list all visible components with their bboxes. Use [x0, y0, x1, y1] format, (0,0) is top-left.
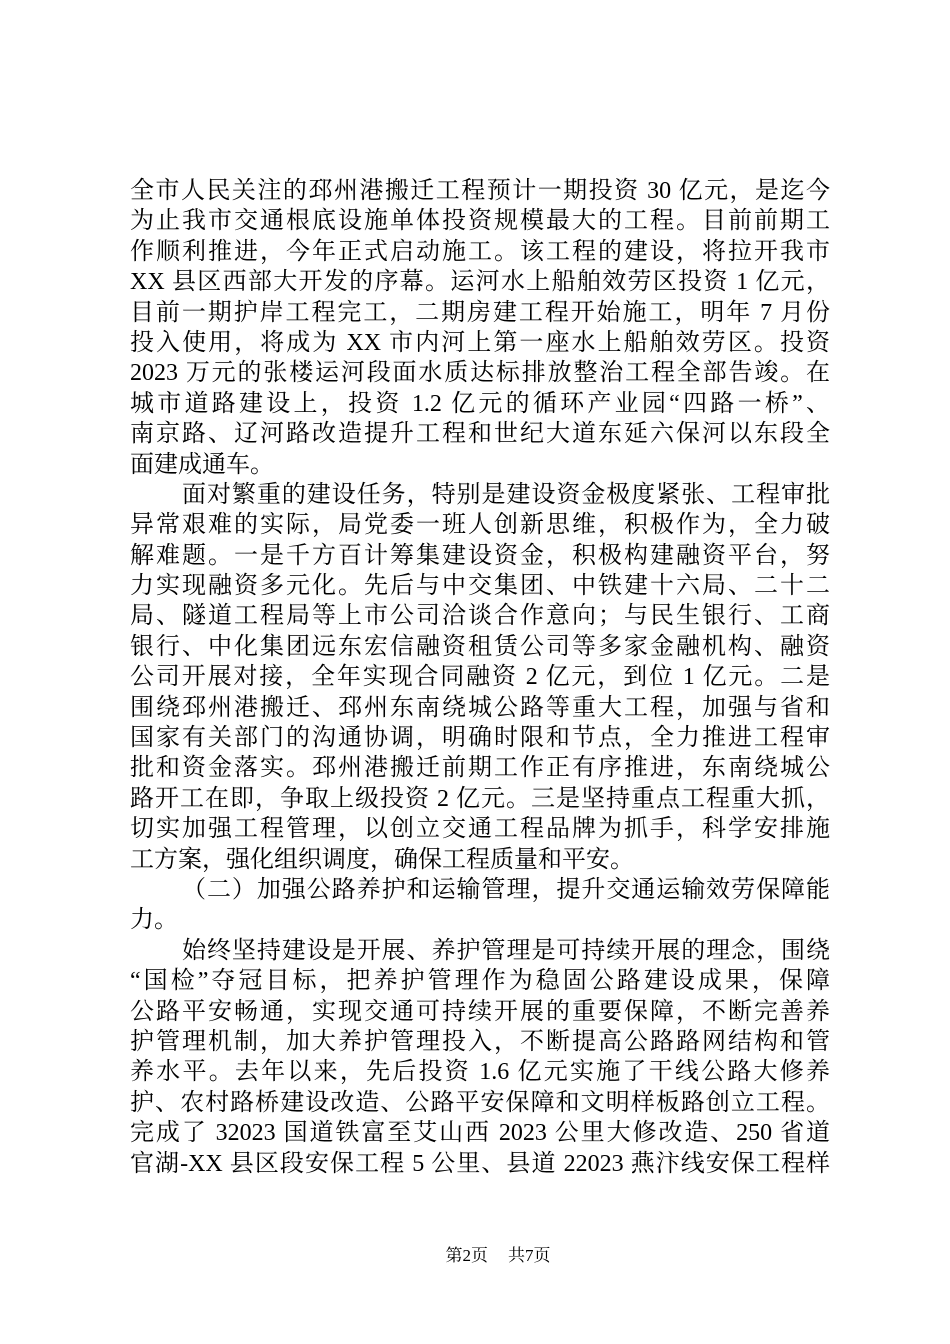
- document-line: 公司开展对接，全年实现合同融资 2 亿元，到位 1 亿元。二是: [130, 664, 830, 691]
- document-line: 围绕邳州港搬迁、邳州东南绕城公路等重大工程，加强与省和: [130, 694, 830, 721]
- document-line: 面对繁重的建设任务，特别是建设资金极度紧张、工程审批: [182, 481, 830, 508]
- document-line: 为止我市交通根底设施单体投资规模最大的工程。目前前期工: [130, 208, 830, 235]
- document-line: 批和资金落实。邳州港搬迁前期工作正有序推进，东南绕城公: [130, 755, 830, 782]
- document-line: 护、农村路桥建设改造、公路平安保障和文明样板路创立工程。: [130, 1089, 830, 1116]
- document-line: 力。: [130, 907, 178, 934]
- document-line: 作顺利推进，今年正式启动施工。该工程的建设，将拉开我市: [130, 238, 830, 265]
- document-line: 护管理机制，加大养护管理投入，不断提高公路路网结构和管: [130, 1028, 830, 1055]
- document-line: “国检”夺冠目标，把养护管理作为稳固公路建设成果，保障: [130, 968, 830, 995]
- document-line: 路开工在即，争取上级投资 2 亿元。三是坚持重点工程重大抓，: [130, 785, 830, 812]
- document-line: 面建成通车。: [130, 451, 274, 478]
- document-line: 南京路、辽河路改造提升工程和世纪大道东延六保河以东段全: [130, 421, 830, 448]
- page-footer: [148, 1246, 848, 1266]
- document-line: （二）加强公路养护和运输管理，提升交通运输效劳保障能: [182, 876, 830, 903]
- page-number: 第2页: [445, 1246, 488, 1265]
- document-line: 解难题。一是千方百计筹集建设资金，积极构建融资平台，努: [130, 542, 830, 569]
- document-line: 官湖-XX 县区段安保工程 5 公里、县道 22023 燕汴线安保工程样: [130, 1150, 830, 1177]
- document-line: 始终坚持建设是开展、养护管理是可持续开展的理念，围绕: [182, 937, 830, 964]
- document-line: 切实加强工程管理，以创立交通工程品牌为抓手，科学安排施: [130, 816, 830, 843]
- document-line: 目前一期护岸工程完工，二期房建工程开始施工，明年 7 月份: [130, 299, 830, 326]
- document-line: 力实现融资多元化。先后与中交集团、中铁建十六局、二十二: [130, 573, 830, 600]
- document-line: 银行、中化集团远东宏信融资租赁公司等多家金融机构、融资: [130, 633, 830, 660]
- document-line: 工方案，强化组织调度，确保工程质量和平安。: [130, 846, 634, 873]
- document-line: 城市道路建设上，投资 1.2 亿元的循环产业园“四路一桥”、: [130, 390, 830, 417]
- page-count: 共7页: [508, 1246, 551, 1265]
- document-line: 养水平。去年以来，先后投资 1.6 亿元实施了干线公路大修养: [130, 1059, 830, 1086]
- document-line: 全市人民关注的邳州港搬迁工程预计一期投资 30 亿元，是迄今: [130, 178, 830, 204]
- document-line: 投入使用，将成为 XX 市内河上第一座水上船舶效劳区。投资: [130, 329, 830, 356]
- document-line: XX 县区西部大开发的序幕。运河水上船舶效劳区投资 1 亿元，: [130, 269, 830, 296]
- document-line: 国家有关部门的沟通协调，明确时限和节点，全力推进工程审: [130, 725, 830, 752]
- document-line: 2023 万元的张楼运河段面水质达标排放整治工程全部告竣。在: [130, 360, 830, 387]
- document-text-block: [130, 176, 830, 1179]
- document-line: 异常艰难的实际，局党委一班人创新思维，积极作为，全力破: [130, 512, 830, 539]
- document-line: 公路平安畅通，实现交通可持续开展的重要保障，不断完善养: [130, 998, 830, 1025]
- document-line: 完成了 32023 国道铁富至艾山西 2023 公里大修改造、250 省道: [130, 1120, 830, 1147]
- document-line: 局、隧道工程局等上市公司洽谈合作意向；与民生银行、工商: [130, 603, 830, 630]
